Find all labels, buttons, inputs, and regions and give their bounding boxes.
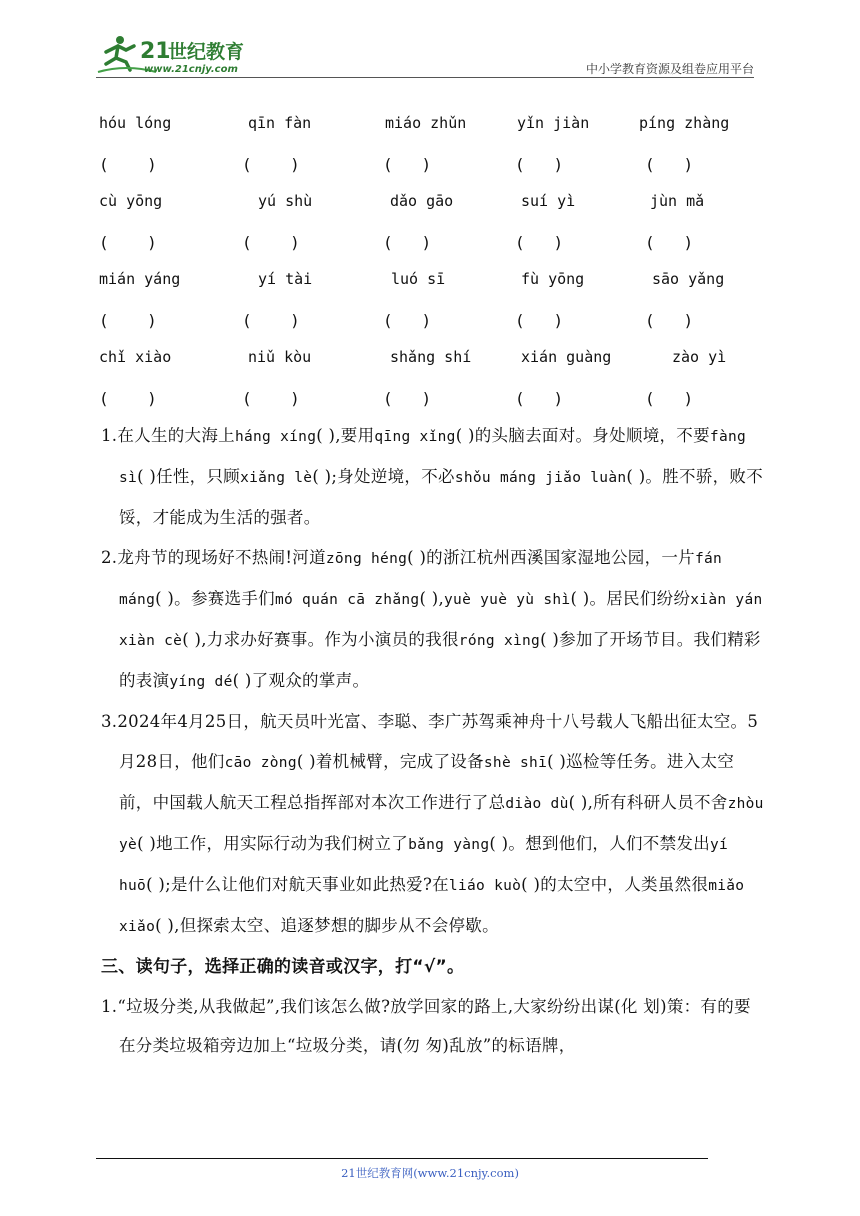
pinyin-word: dǎo gāo bbox=[390, 192, 454, 210]
pinyin-row bbox=[99, 110, 779, 149]
svg-text:世纪教育: 世纪教育 bbox=[168, 41, 245, 63]
pinyin-prompt: xiǎng lè bbox=[240, 470, 313, 487]
pinyin-prompt: yíng dé bbox=[169, 674, 233, 691]
text: ( );身处逆境，不必 bbox=[312, 467, 455, 487]
text: ( )参加了开场节目。我们精彩的表演 bbox=[119, 630, 761, 691]
pinyin-prompt: bǎng yàng bbox=[408, 837, 490, 854]
answer-blank[interactable]: ( ) bbox=[383, 155, 432, 174]
answer-row bbox=[99, 149, 779, 188]
site-logo bbox=[96, 34, 266, 76]
pinyin-word: sāo yǎng bbox=[652, 270, 725, 288]
section-heading: 三、读句子，选择正确的读音或汉字，打“√”。 bbox=[101, 956, 465, 977]
page-header bbox=[0, 0, 860, 80]
pinyin-prompt: yuè yuè yù shì bbox=[444, 591, 571, 608]
text: ( ),要用 bbox=[316, 426, 375, 445]
pinyin-prompt: zhòu yè bbox=[119, 795, 764, 854]
text: ( )的太空中，人类虽然很 bbox=[521, 875, 709, 895]
pinyin-word: hóu lóng bbox=[99, 114, 172, 132]
pinyin-prompt: róng xìng bbox=[458, 633, 541, 650]
pinyin-word: píng zhàng bbox=[639, 114, 730, 132]
answer-blank[interactable]: ( ) bbox=[515, 311, 564, 330]
pinyin-word: suí yì bbox=[521, 192, 576, 210]
passage-2 bbox=[101, 538, 766, 703]
answer-blank[interactable]: ( ) bbox=[383, 311, 432, 330]
text: ( ),所有科研人员不舍 bbox=[568, 792, 728, 812]
answer-row bbox=[99, 305, 779, 344]
answer-blank[interactable]: ( ) bbox=[242, 155, 300, 174]
pinyin-prompt: xiàn yán xiàn cè bbox=[119, 591, 763, 650]
text: ( )巡检等任务。进入太空前，中国载人航天工程总指挥部对本次工作进行了总 bbox=[119, 751, 735, 812]
svg-text:21: 21 bbox=[140, 39, 171, 64]
pinyin-word: chǐ xiào bbox=[99, 348, 172, 366]
pinyin-row bbox=[99, 188, 779, 227]
answer-blank[interactable]: ( ) bbox=[383, 389, 432, 408]
answer-blank[interactable]: ( ) bbox=[242, 311, 300, 330]
answer-blank[interactable]: ( ) bbox=[242, 233, 300, 252]
pinyin-word: niǔ kòu bbox=[248, 348, 312, 366]
passage-3 bbox=[101, 702, 766, 947]
pinyin-word: yú shù bbox=[258, 192, 313, 210]
answer-blank[interactable]: ( ) bbox=[99, 311, 157, 330]
text: ( )着机械臂，完成了设备 bbox=[296, 751, 484, 771]
footer-divider bbox=[96, 1158, 708, 1159]
pinyin-word: yí tài bbox=[258, 270, 313, 288]
pinyin-prompt: liáo kuò bbox=[448, 878, 522, 895]
text: ( )地工作，用实际行动为我们树立了 bbox=[137, 834, 409, 854]
pinyin-prompt: shè shī bbox=[483, 754, 548, 771]
text: 2.龙舟节的现场好不热闹!河道 bbox=[101, 547, 326, 567]
pinyin-prompt: fán máng bbox=[119, 550, 723, 608]
text: ( )。想到他们，人们不禁发出 bbox=[489, 834, 710, 854]
answer-blank[interactable]: ( ) bbox=[645, 155, 694, 174]
text: 1.在人生的大海上 bbox=[101, 426, 235, 445]
pinyin-word: mián yáng bbox=[99, 270, 181, 288]
pinyin-prompt: cāo zòng bbox=[224, 754, 297, 771]
header-divider bbox=[96, 77, 754, 78]
exercise-body bbox=[101, 416, 766, 1065]
pinyin-word: jùn mǎ bbox=[650, 192, 705, 210]
text: ( ),但探索太空、追逐梦想的脚步从不会停歇。 bbox=[155, 916, 499, 936]
passage-1 bbox=[101, 416, 766, 538]
answer-blank[interactable]: ( ) bbox=[99, 233, 157, 252]
pinyin-word: fù yōng bbox=[521, 270, 585, 288]
pinyin-word: shǎng shí bbox=[390, 348, 472, 366]
pinyin-prompt: miǎo xiǎo bbox=[119, 878, 745, 936]
runner-logo-icon bbox=[96, 34, 266, 76]
pinyin-prompt: diào dù bbox=[505, 795, 569, 812]
answer-blank[interactable]: ( ) bbox=[515, 233, 564, 252]
answer-blank[interactable]: ( ) bbox=[242, 389, 300, 408]
answer-blank[interactable]: ( ) bbox=[383, 233, 432, 252]
answer-row bbox=[99, 227, 779, 266]
answer-blank[interactable]: ( ) bbox=[645, 311, 694, 330]
answer-blank[interactable]: ( ) bbox=[99, 155, 157, 174]
pinyin-prompt: shǒu máng jiǎo luàn bbox=[454, 470, 627, 487]
answer-blank[interactable]: ( ) bbox=[645, 233, 694, 252]
platform-caption: 中小学教育资源及组卷应用平台 bbox=[585, 62, 754, 76]
answer-blank[interactable]: ( ) bbox=[645, 389, 694, 408]
pinyin-grid bbox=[99, 110, 779, 422]
pinyin-word: cù yōng bbox=[99, 192, 163, 210]
pinyin-word: qīn fàn bbox=[248, 114, 312, 132]
text: ( )的浙江杭州西溪国家湿地公园，一片 bbox=[407, 547, 695, 567]
text: 3.2024年4月25日，航天员叶光富、李聪、李广苏驾乘神舟十八号载人飞船出征太空。5月28日，他们 bbox=[101, 712, 759, 771]
pinyin-prompt: fàng sì bbox=[119, 429, 747, 487]
pinyin-word: miáo zhǔn bbox=[385, 114, 467, 132]
pinyin-prompt: zōng héng bbox=[325, 550, 408, 567]
answer-blank[interactable]: ( ) bbox=[515, 155, 564, 174]
text: ( )任性，只顾 bbox=[137, 467, 241, 487]
text: ( )了观众的掌声。 bbox=[232, 671, 370, 691]
pinyin-word: zào yì bbox=[672, 348, 727, 366]
text: ( )的头脑去面对。身处顺境，不要 bbox=[455, 426, 710, 445]
pinyin-prompt: qīng xǐng bbox=[374, 429, 456, 445]
svg-text:www.21cnjy.com: www.21cnjy.com bbox=[144, 64, 238, 75]
text: ( );是什么让他们对航天事业如此热爱?在 bbox=[146, 875, 449, 895]
pinyin-prompt: yí huō bbox=[119, 837, 729, 895]
pinyin-word: luó sī bbox=[391, 270, 446, 288]
answer-blank[interactable]: ( ) bbox=[515, 389, 564, 408]
pinyin-row bbox=[99, 344, 779, 383]
text: ( )。胜不骄，败不馁，才能成为生活的强者。 bbox=[119, 467, 764, 528]
text: ( ),力求办好赛事。作为小演员的我很 bbox=[182, 630, 459, 650]
footer-caption: 21世纪教育网(www.21cnjy.com) bbox=[341, 1166, 519, 1180]
pinyin-word: yǐn jiàn bbox=[517, 114, 590, 132]
pinyin-word: xián guàng bbox=[521, 348, 612, 366]
text: ( )。参赛选手们 bbox=[155, 588, 275, 608]
question-1: 1.“垃圾分类,从我做起”,我们该怎么做?放学回家的路上,大家纷纷出谋(化 划)策：有的要在分类垃圾箱旁边加上“垃圾分类，请(勿 匆)乱放”的标语牌， bbox=[101, 996, 751, 1056]
pinyin-prompt: mó quán cā zhǎng bbox=[274, 591, 420, 608]
pinyin-row bbox=[99, 266, 779, 305]
text: ( ), bbox=[419, 588, 445, 608]
answer-blank[interactable]: ( ) bbox=[99, 389, 157, 408]
text: ( )。居民们纷纷 bbox=[570, 588, 691, 608]
pinyin-prompt: háng xíng bbox=[234, 429, 317, 445]
